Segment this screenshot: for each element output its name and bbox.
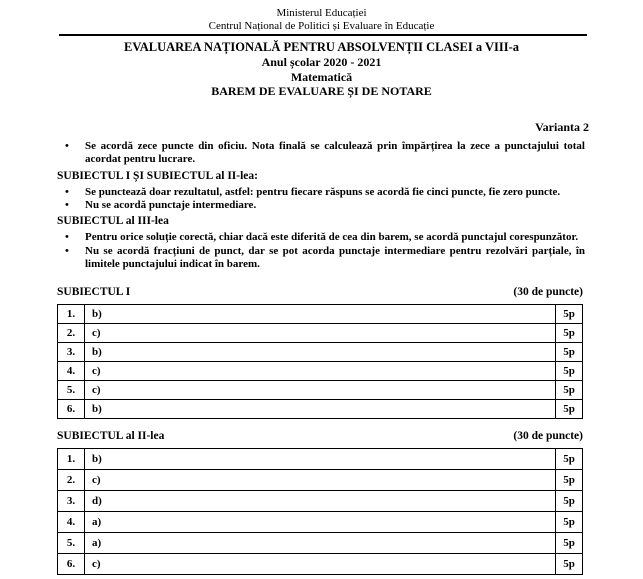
row-points-cell: 5p <box>556 361 583 380</box>
bullet-icon: • <box>65 185 69 198</box>
answer-table-subject-1 <box>57 304 583 419</box>
rules-group-heading: SUBIECTUL I ȘI SUBIECTUL al II-lea: <box>57 169 258 182</box>
row-answer-cell: c) <box>85 469 556 490</box>
section-header-2 <box>57 429 583 443</box>
rules-list <box>57 186 585 213</box>
row-number-cell: 6. <box>58 553 85 574</box>
row-number-cell: 3. <box>58 490 85 511</box>
rule-item <box>57 231 585 245</box>
row-number-cell: 2. <box>58 323 85 342</box>
note-item <box>57 140 585 167</box>
rule-item <box>57 199 585 213</box>
row-points-cell: 5p <box>556 511 583 532</box>
grading-notes <box>57 140 585 272</box>
row-number-cell: 1. <box>58 448 85 469</box>
rule-item <box>57 245 585 272</box>
table-row <box>58 323 583 342</box>
document-type: BAREM DE EVALUARE ȘI DE NOTARE <box>211 84 432 98</box>
row-number-cell: 1. <box>58 304 85 323</box>
table-row <box>58 399 583 418</box>
row-points-cell: 5p <box>556 342 583 361</box>
row-answer-cell: c) <box>85 361 556 380</box>
rule-text: Se punctează doar rezultatul, astfel: pentru fiecare răspuns se acordă fie cinci puncte, fie zero puncte. <box>85 185 561 198</box>
row-answer-cell: a) <box>85 532 556 553</box>
org-header <box>0 0 643 33</box>
row-answer-cell: c) <box>85 323 556 342</box>
row-number-cell: 6. <box>58 399 85 418</box>
bullet-icon: • <box>65 199 69 211</box>
row-answer-cell: b) <box>85 399 556 418</box>
row-points-cell: 5p <box>556 380 583 399</box>
table-row <box>58 553 583 574</box>
table-row <box>58 532 583 553</box>
row-points-cell: 5p <box>556 323 583 342</box>
table-row <box>58 304 583 323</box>
center-name: Centrul Național de Politici și Evaluare în Educație <box>208 20 435 32</box>
table-row <box>58 380 583 399</box>
bullet-icon: • <box>65 231 69 243</box>
section-title: SUBIECTUL I <box>57 285 131 298</box>
row-number-cell: 4. <box>58 511 85 532</box>
section-title: SUBIECTUL al II-lea <box>57 429 165 442</box>
title-block <box>0 40 643 99</box>
ministry-name: Ministerul Educației <box>276 7 367 19</box>
row-points-cell: 5p <box>556 399 583 418</box>
row-answer-cell: c) <box>85 553 556 574</box>
subject-name: Matematică <box>290 69 353 84</box>
row-points-cell: 5p <box>556 532 583 553</box>
row-answer-cell: d) <box>85 490 556 511</box>
section-points: (30 de puncte) <box>513 429 583 442</box>
section-header-1 <box>57 285 583 299</box>
row-number-cell: 4. <box>58 361 85 380</box>
row-answer-cell: b) <box>85 304 556 323</box>
row-number-cell: 3. <box>58 342 85 361</box>
table-row <box>58 448 583 469</box>
row-answer-cell: b) <box>85 342 556 361</box>
variant-label: Varianta 2 <box>535 119 589 134</box>
row-points-cell: 5p <box>556 553 583 574</box>
exam-title: EVALUAREA NAȚIONALĂ PENTRU ABSOLVENȚII CLASEI a VIII-a <box>123 40 519 54</box>
row-points-cell: 5p <box>556 304 583 323</box>
section-points: (30 de puncte) <box>513 285 583 298</box>
table-row <box>58 361 583 380</box>
row-number-cell: 2. <box>58 469 85 490</box>
row-answer-cell: c) <box>85 380 556 399</box>
table-row <box>58 511 583 532</box>
row-points-cell: 5p <box>556 448 583 469</box>
school-year: Anul școlar 2020 - 2021 <box>261 55 382 69</box>
bullet-icon: • <box>65 139 69 152</box>
rule-item <box>57 186 585 200</box>
header-rule <box>59 34 587 36</box>
row-answer-cell: b) <box>85 448 556 469</box>
general-notes-list <box>57 140 585 167</box>
table-row <box>58 490 583 511</box>
row-answer-cell: a) <box>85 511 556 532</box>
table-row <box>58 342 583 361</box>
rule-text: Nu se acordă fracțiuni de punct, dar se pot acorda punctaje intermediare pentru rezolvări parțiale, în limitele punctajului indicat în barem. <box>85 244 585 270</box>
note-text: Se acordă zece puncte din oficiu. Nota finală se calculează prin împărțirea la zece a punctajului total acordat pentru lucrare. <box>85 139 585 165</box>
row-number-cell: 5. <box>58 380 85 399</box>
answer-table-subject-2 <box>57 448 583 575</box>
row-number-cell: 5. <box>58 532 85 553</box>
row-points-cell: 5p <box>556 469 583 490</box>
table-row <box>58 469 583 490</box>
rules-group-heading: SUBIECTUL al III-lea <box>57 215 169 227</box>
row-points-cell: 5p <box>556 490 583 511</box>
rules-list <box>57 231 585 272</box>
rule-text: Pentru orice soluție corectă, chiar dacă este diferită de cea din barem, se acordă punctajul corespunzător. <box>85 231 579 243</box>
rule-text: Nu se acordă punctaje intermediare. <box>85 199 257 211</box>
bullet-icon: • <box>65 244 69 257</box>
